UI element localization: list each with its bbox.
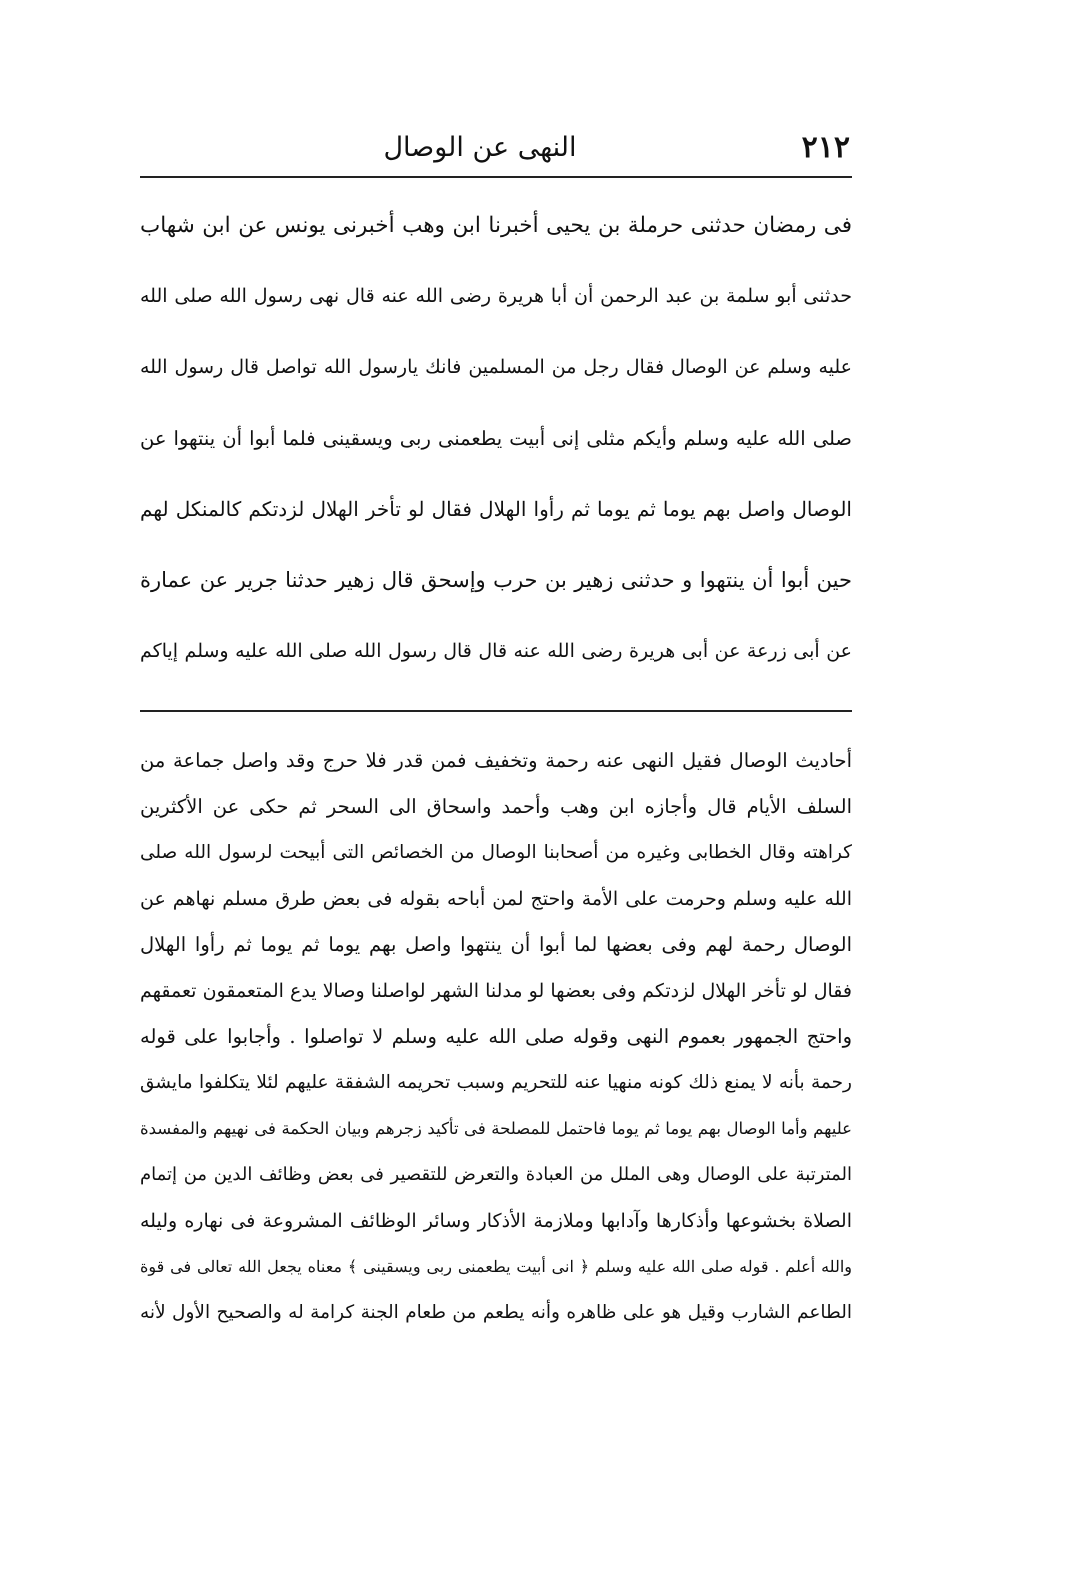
commentary-line: واحتج الجمهور بعموم النهى وقوله صلى الله عليه وسلم لا تواصلوا . وأجابوا على قوله <box>140 1025 852 1048</box>
hadith-line: صلى الله عليه وسلم وأيكم مثلى إنى أبيت يطعمنى ربى ويسقينى فلما أبوا أن ينتهوا عن <box>140 427 852 450</box>
page-header <box>140 124 850 172</box>
commentary-line: الوصال رحمة لهم وفى بعضها لما أبوا أن ينتهوا واصل بهم يوما ثم يوما ثم رأوا الهلال <box>140 933 852 956</box>
commentary-line: عليهم وأما الوصال بهم يوما ثم يوما فاحتمل للمصلحة فى تأكيد زجرهم وبيان الحكمة فى نهيهم والمفسدة <box>140 1119 852 1138</box>
header-rule <box>140 176 852 178</box>
commentary-text <box>140 738 852 1336</box>
hadith-line: حدثنى أبو سلمة بن عبد الرحمن أن أبا هريرة رضى الله عنه قال نهى رسول الله صلى الله <box>140 285 852 307</box>
hadith-line: حين أبوا أن ينتهوا و حدثنى زهير بن حرب وإسحق قال زهير حدثنا جرير عن عمارة <box>140 568 852 592</box>
commentary-line: الصلاة بخشوعها وأذكارها وآدابها وملازمة الأذكار وسائر الوظائف المشروعة فى نهاره وليله <box>140 1210 852 1232</box>
commentary-line: الله عليه وسلم وحرمت على الأمة واحتج لمن أباحه بقوله فى بعض طرق مسلم نهاهم عن <box>140 888 852 910</box>
hadith-text <box>140 190 852 687</box>
commentary-line: الطاعم الشارب وقيل هو على ظاهره وأنه يطعم من طعام الجنة كرامة له والصحيح الأول لأنه <box>140 1302 852 1323</box>
commentary-line: كراهته وقال الخطابى وغيره من أصحابنا الوصال من الخصائص التى أبيحت لرسول الله صلى <box>140 842 852 863</box>
running-title: النهى عن الوصال <box>383 132 577 163</box>
hadith-line: عن أبى زرعة عن أبى هريرة رضى الله عنه قال قال رسول الله صلى الله عليه وسلم إياكم <box>140 640 852 662</box>
commentary-line: السلف الأيام قال وأجازه ابن وهب وأحمد واسحاق الى السحر ثم حكى عن الأكثرين <box>140 795 852 818</box>
section-divider <box>140 710 852 712</box>
hadith-line: فى رمضان حدثنى حرملة بن يحيى أخبرنا ابن وهب أخبرنى يونس عن ابن شهاب <box>140 213 852 238</box>
commentary-line: والله أعلم . قوله صلى الله عليه وسلم ﴿ انى أبيت يطعمنى ربى ويسقينى ﴾ معناه يجعل الله تعالى فى قوة <box>140 1257 852 1276</box>
page-number: ٢١٢ <box>801 130 850 165</box>
commentary-line: فقال لو تأخر الهلال لزدتكم وفى بعضها لو مدلنا الشهر لواصلنا وصالا يدع المتعمقون تعمقهم <box>140 980 852 1002</box>
hadith-line: الوصال واصل بهم يوما ثم يوما ثم رأوا الهلال فقال لو تأخر الهلال لزدتكم كالمنكل لهم <box>140 497 852 521</box>
commentary-line: أحاديث الوصال فقيل النهى عنه رحمة وتخفيف فمن قدر فلا حرج وقد واصل جماعة من <box>140 749 852 772</box>
commentary-line: رحمة بأنه لا يمنع ذلك كونه منهيا عنه للتحريم وسبب تحريمه الشفقة عليهم لئلا يتكلفوا مايشق <box>140 1072 852 1093</box>
hadith-line: عليه وسلم عن الوصال فقال رجل من المسلمين فانك يارسول الله تواصل قال رسول الله <box>140 356 852 378</box>
commentary-line: المترتبة على الوصال وهى الملل من العبادة والتعرض للتقصير فى بعض وظائف الدين من إتمام <box>140 1164 852 1185</box>
